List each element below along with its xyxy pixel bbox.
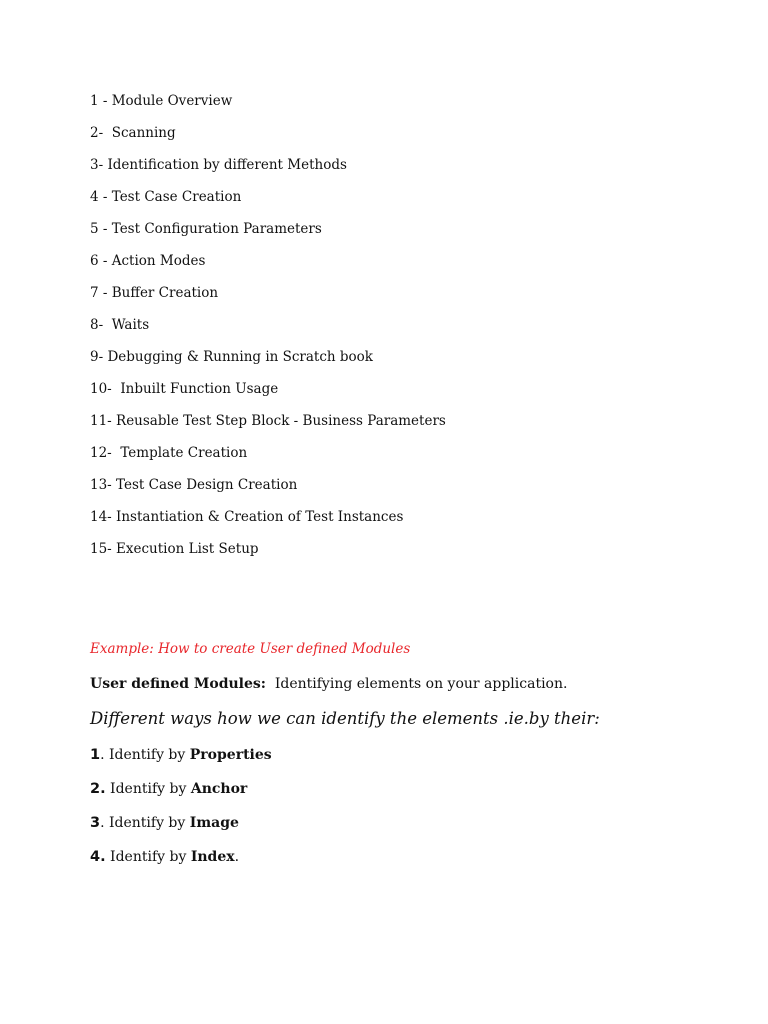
list-item: 12- Template Creation (90, 445, 248, 461)
list-item: 11- Reusable Test Step Block - Business Parameters (90, 413, 446, 429)
list-item: 3- Identification by different Methods (90, 157, 347, 173)
method-item (90, 745, 272, 779)
list-item: 13- Test Case Design Creation (90, 477, 298, 493)
list-item: 2- Scanning (90, 125, 176, 141)
list-item: 9- Debugging & Running in Scratch book (90, 349, 373, 365)
udm-text: Identifying elements on your application. (265, 676, 568, 692)
method-term: Properties (189, 747, 272, 763)
list-item: 1 - Module Overview (90, 93, 233, 109)
list-item: 4 - Test Case Creation (90, 189, 242, 205)
method-prefix: Identify by (105, 849, 191, 865)
udm-label: User defined Modules: (90, 676, 266, 692)
list-item: 5 - Test Configuration Parameters (90, 221, 322, 237)
method-term: Anchor (190, 781, 248, 797)
ways-heading: Different ways how we can identify the elements .ie.by their: (90, 709, 600, 728)
method-item (90, 779, 272, 813)
method-item (90, 847, 272, 881)
identify-methods-list (90, 745, 272, 881)
method-term: Image (189, 815, 239, 831)
list-item: 8- Waits (90, 317, 150, 333)
list-item: 7 - Buffer Creation (90, 285, 219, 301)
method-prefix: Identify by (105, 781, 191, 797)
method-suffix: . (234, 849, 240, 865)
method-prefix: . Identify by (100, 815, 190, 831)
list-item: 14- Instantiation & Creation of Test Instances (90, 509, 404, 525)
module-list (90, 91, 446, 571)
method-number: 4. (90, 849, 106, 865)
user-defined-modules-line (90, 674, 567, 694)
example-heading: Example: How to create User defined Modules (90, 641, 411, 657)
list-item: 10- Inbuilt Function Usage (90, 381, 279, 397)
method-number: 2. (90, 781, 106, 797)
list-item: 15- Execution List Setup (90, 541, 259, 557)
method-item (90, 813, 272, 847)
method-prefix: . Identify by (100, 747, 190, 763)
method-term: Index (190, 849, 235, 865)
list-item: 6 - Action Modes (90, 253, 206, 269)
method-number: 1 (90, 747, 101, 763)
method-number: 3 (90, 815, 101, 831)
